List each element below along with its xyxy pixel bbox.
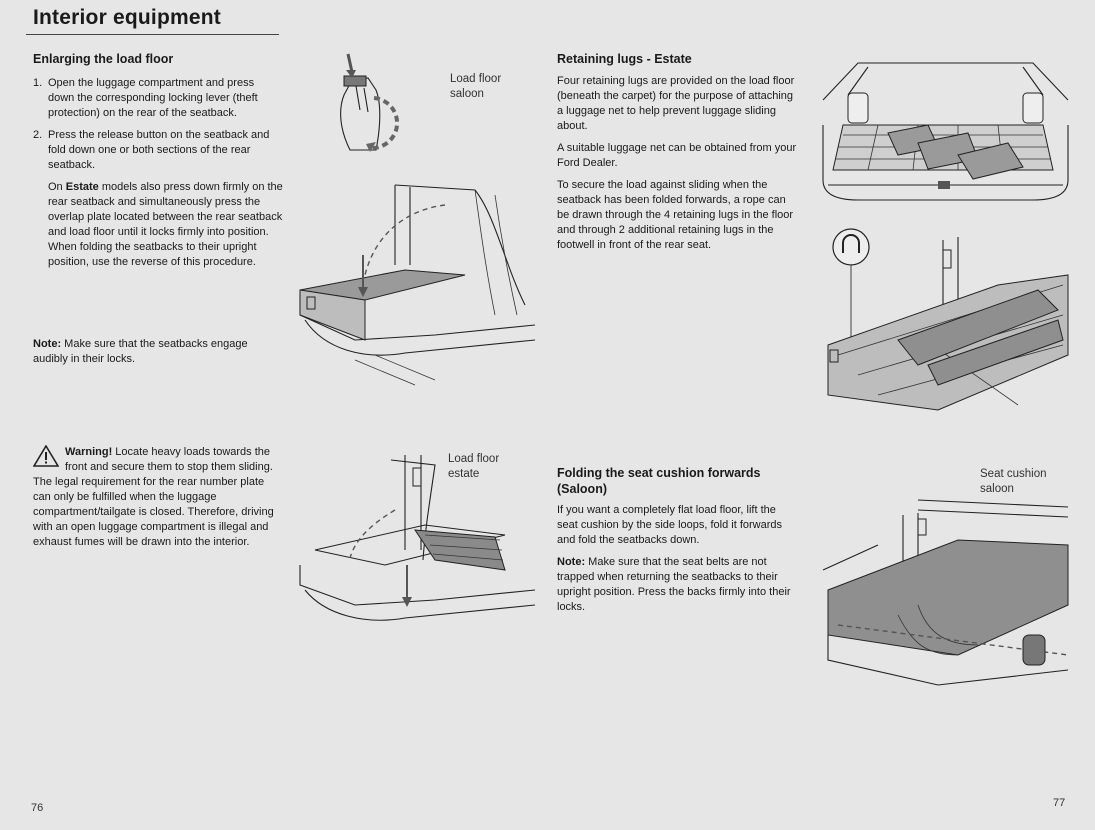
step-1-text: Open the luggage compartment and press down the corresponding locking lever (theft protection) on the rear of the seatback.: [48, 77, 258, 119]
caption-seat-cushion-line1: Seat cushion: [980, 468, 1047, 480]
retaining-p1: Four retaining lugs are provided on the load floor (beneath the carpet) for the purpose of attaching a luggage net to help prevent luggage sliding about.: [557, 75, 795, 132]
note-label: Note:: [33, 338, 62, 350]
folding-body: [557, 503, 797, 615]
note-text: Make sure that the seatbacks engage audibly in their locks.: [33, 338, 248, 365]
retaining-p3: To secure the load against sliding when the seatback has been folded forwards, a rope can be drawn through the 4 retaining lugs in the floor and through 2 additional retaining lugs in the footwell in front of the rear seat.: [557, 179, 794, 251]
estate-load-floor-illustration: [295, 440, 545, 640]
caption-load-floor-saloon-line1: Load floor: [450, 73, 502, 85]
warning-triangle-icon: [33, 445, 59, 467]
step-2-text: Press the release button on the seatback and fold down one or both sections of the rear seatback.: [48, 129, 270, 171]
page-title: Interior equipment: [33, 6, 221, 29]
page-number-right: 77: [1053, 797, 1066, 809]
locking-lever-illustration: [310, 50, 430, 160]
note-enlarging: [33, 337, 278, 367]
folding-p1: If you want a completely flat load floor, lift the seat cushion by the side loops, fold it forwards and fold the seatbacks down.: [557, 504, 783, 546]
estate-post: models also press down firmly on the rear seatback and simultaneously press the overlap plate located between the rear seatback and load floor until it locks firmly into position. When folding the seatbacks to their upright position, use the reverse of this procedure.: [48, 181, 283, 268]
retaining-p2: A suitable luggage net can be obtained from your Ford Dealer.: [557, 142, 797, 169]
caption-seat-cushion: [980, 467, 1047, 497]
step-1-number: 1.: [33, 77, 43, 89]
estate-keyword: Estate: [65, 181, 99, 193]
step-2: [33, 128, 283, 173]
caption-seat-cushion-line2: saloon: [980, 483, 1014, 495]
step-1: [33, 76, 283, 121]
caption-load-floor-saloon: [450, 72, 501, 102]
section-heading-retaining: Retaining lugs - Estate: [557, 52, 692, 66]
title-rule: [26, 34, 279, 35]
seat-cushion-illustration: [818, 495, 1073, 690]
luggage-net-illustration: [818, 55, 1073, 205]
estate-pre: On: [48, 181, 66, 193]
caption-load-floor-estate: [448, 452, 499, 482]
caption-load-floor-estate-line1: Load floor: [448, 453, 500, 465]
retaining-body: [557, 74, 797, 253]
caption-load-floor-saloon-line2: saloon: [450, 88, 484, 100]
step-2-number: 2.: [33, 129, 43, 141]
page-number-left: 76: [31, 802, 44, 814]
warning-label: Warning!: [65, 446, 113, 458]
section-heading-folding: Folding the seat cushion forwards (Saloon): [557, 466, 761, 496]
folding-note-label: Note:: [557, 556, 586, 568]
folding-note-text: Make sure that the seat belts are not trapped when returning the seatbacks to their upright position. Press the backs firmly into their locks.: [557, 556, 791, 613]
caption-load-floor-estate-line2: estate: [448, 468, 480, 480]
section-heading-enlarging: Enlarging the load floor: [33, 52, 174, 66]
warning-block: [33, 445, 279, 550]
retaining-lug-illustration: [818, 215, 1073, 420]
warning-text: Locate heavy loads towards the front and secure them to stop them sliding. The legal requirement for the rear number plate can only be fulfilled when the luggage compartment/tailgate is closed. Therefore, driving with an open luggage compartment is illegal and exhaust fumes will be drawn into the interior.: [33, 446, 274, 548]
saloon-load-floor-illustration: [295, 175, 545, 400]
estate-paragraph: [48, 180, 283, 270]
enlarging-body: [33, 76, 283, 277]
folding-note: [557, 555, 797, 615]
